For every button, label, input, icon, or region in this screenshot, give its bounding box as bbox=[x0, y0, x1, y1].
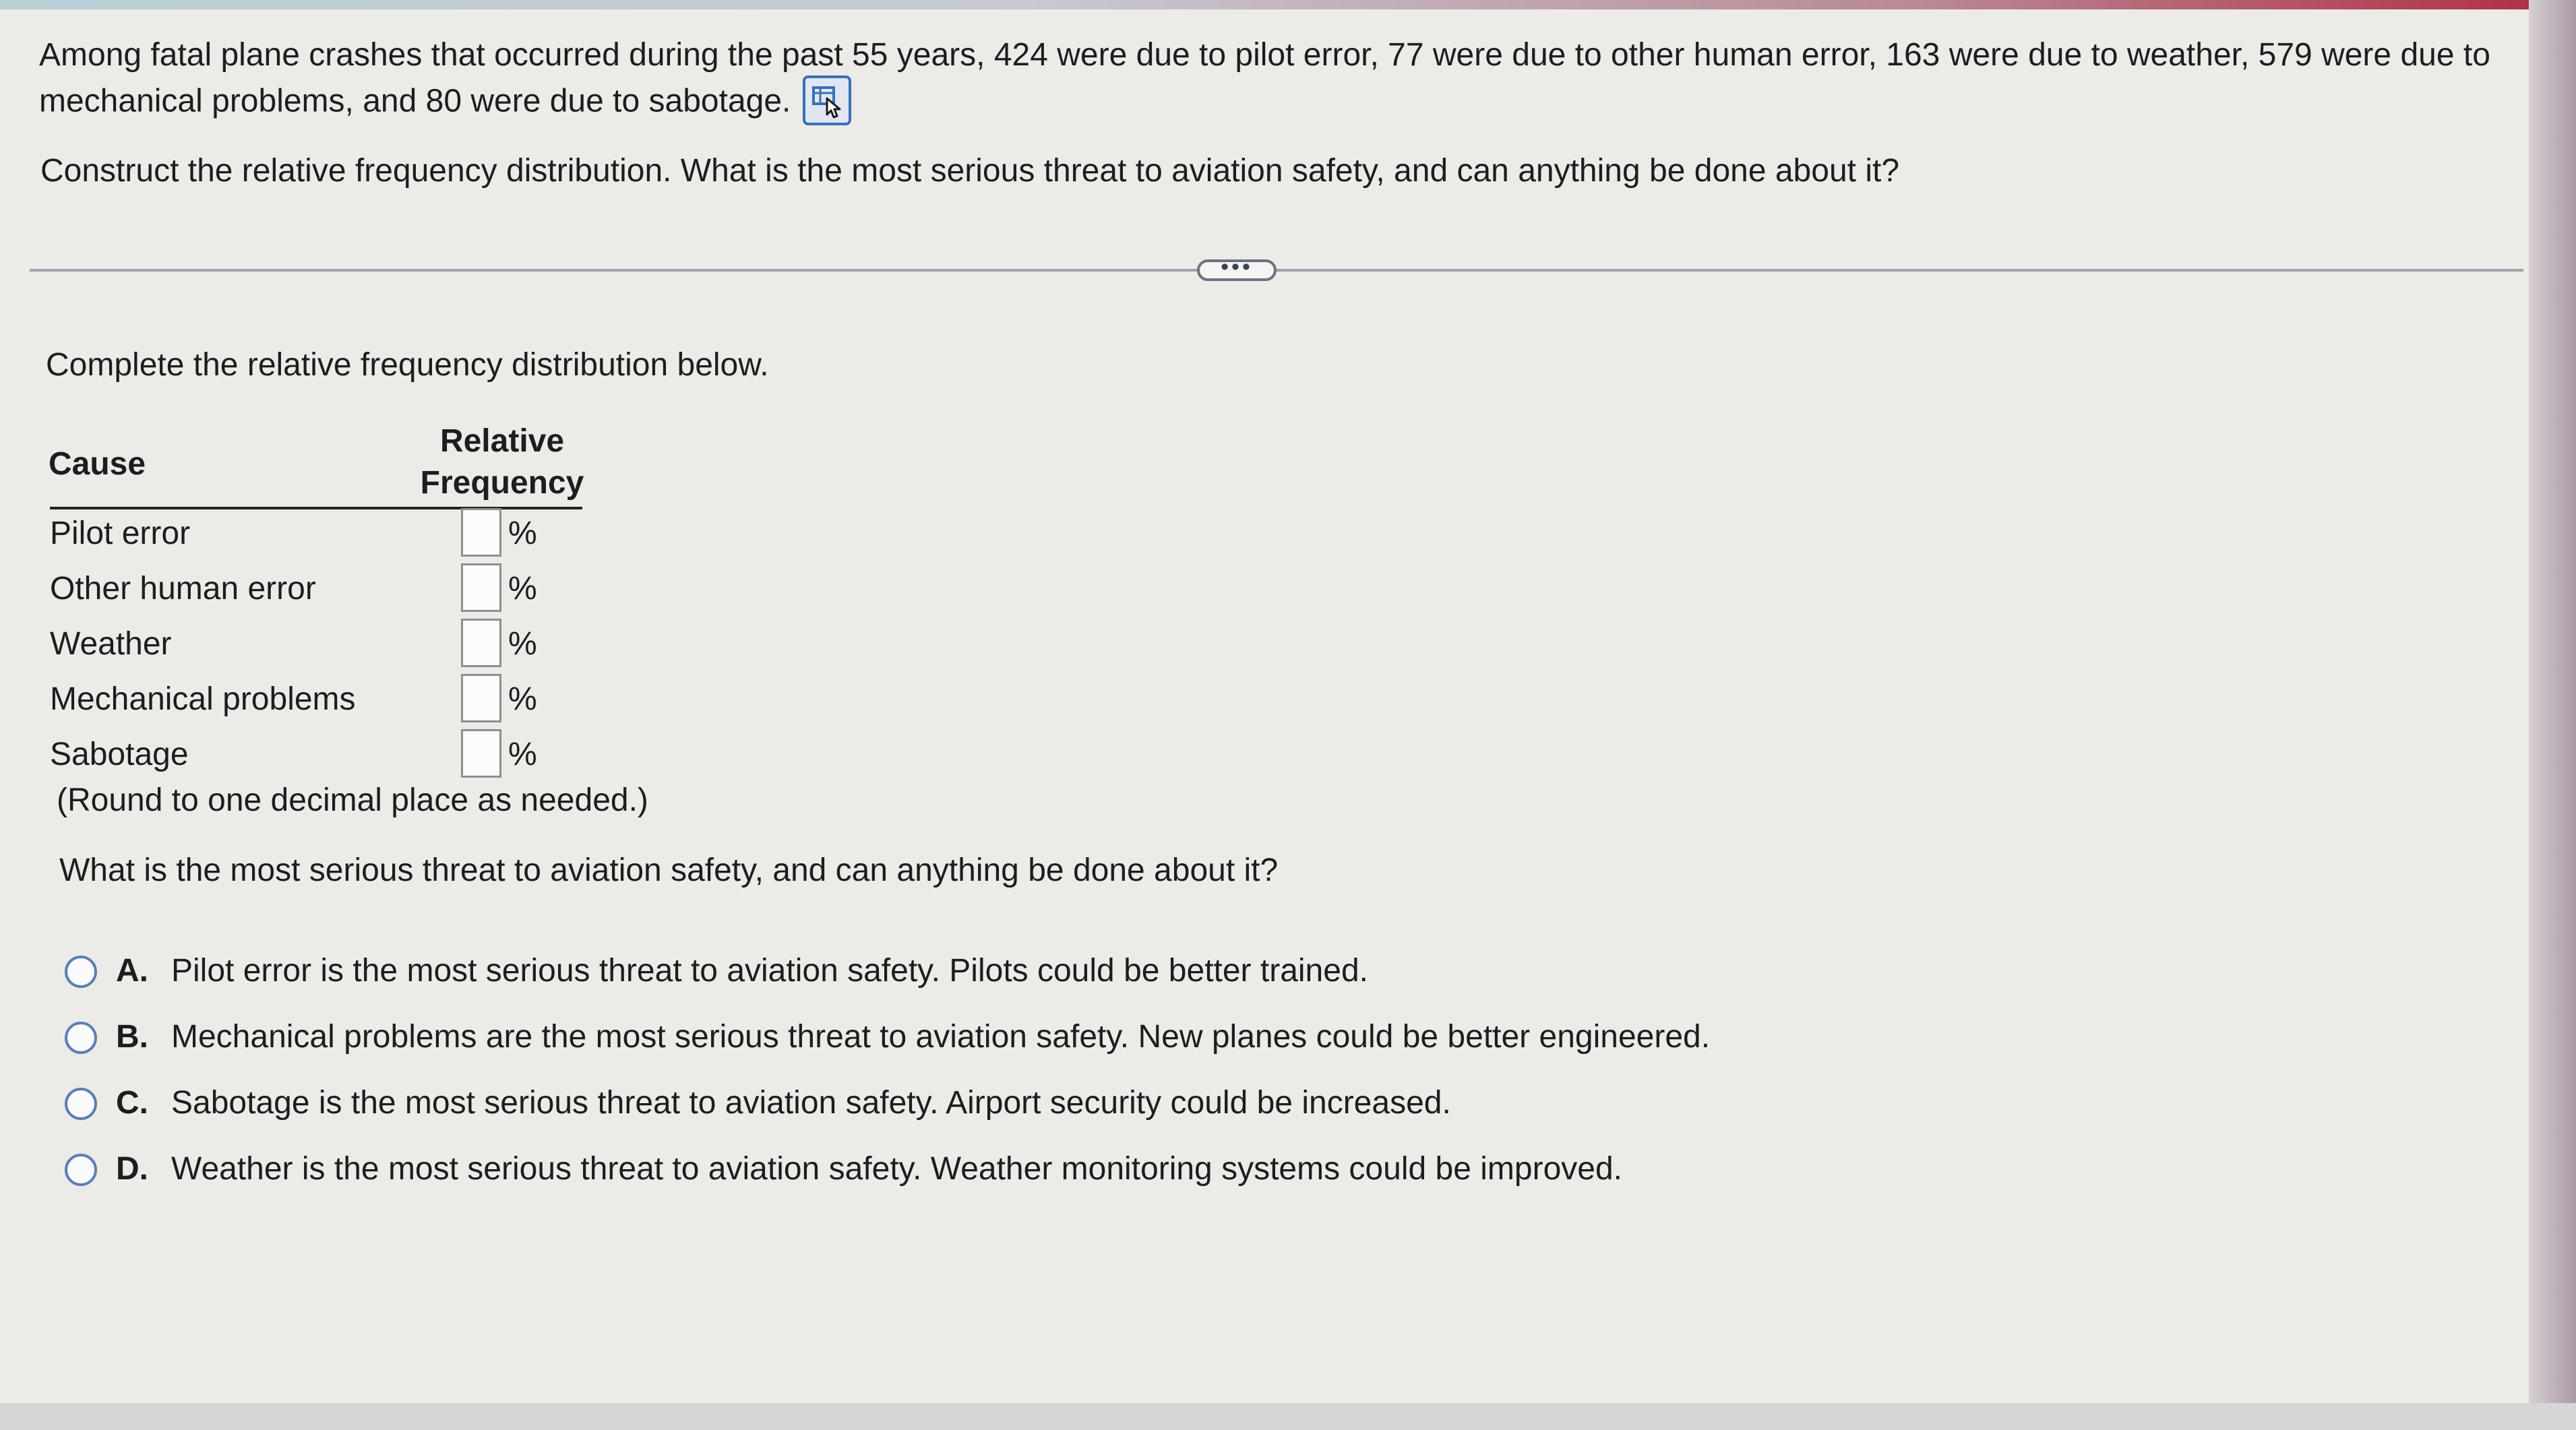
option-a[interactable] bbox=[65, 947, 2087, 995]
table-row bbox=[50, 673, 589, 726]
radio-button[interactable] bbox=[65, 1154, 97, 1186]
radio-button[interactable] bbox=[65, 956, 97, 988]
cause-label: Mechanical problems bbox=[50, 681, 356, 717]
option-letter: D. bbox=[116, 1151, 148, 1187]
percent-sign: % bbox=[508, 571, 537, 607]
percent-sign: % bbox=[508, 516, 537, 551]
header-cause: Cause bbox=[49, 446, 146, 482]
other-human-error-input[interactable] bbox=[461, 563, 501, 612]
percent-sign: % bbox=[508, 626, 537, 662]
option-letter: C. bbox=[116, 1085, 148, 1121]
option-text: Pilot error is the most serious threat to aviation safety. Pilots could be better trained. bbox=[171, 953, 1368, 989]
cause-label: Other human error bbox=[50, 571, 316, 607]
threat-question: What is the most serious threat to aviation safety, and can anything be done about it? bbox=[59, 852, 1279, 888]
table-row bbox=[50, 507, 589, 561]
option-d[interactable] bbox=[65, 1146, 2087, 1193]
window-bottom-edge bbox=[0, 1403, 2576, 1430]
option-text: Mechanical problems are the most serious threat to aviation safety. New planes could be better engineered. bbox=[171, 1019, 1711, 1055]
rounding-note: (Round to one decimal place as needed.) bbox=[57, 782, 648, 818]
option-letter: A. bbox=[116, 953, 148, 989]
cause-label: Pilot error bbox=[50, 516, 191, 551]
weather-input[interactable] bbox=[461, 619, 501, 667]
option-letter: B. bbox=[116, 1019, 148, 1055]
data-source-icon[interactable] bbox=[803, 75, 851, 125]
question-intro bbox=[39, 32, 2492, 128]
question-task: Construct the relative frequency distribution. What is the most serious threat to aviation safety, and can anything be done about it? bbox=[40, 153, 1900, 189]
percent-sign: % bbox=[508, 681, 537, 717]
table-row bbox=[50, 728, 589, 782]
option-text: Sabotage is the most serious threat to aviation safety. Airport security could be increased. bbox=[171, 1085, 1451, 1121]
part-instruction: Complete the relative frequency distribution below. bbox=[46, 347, 769, 383]
question-page bbox=[0, 9, 2529, 1403]
percent-sign: % bbox=[508, 737, 537, 772]
sabotage-input[interactable] bbox=[461, 729, 501, 778]
option-text: Weather is the most serious threat to aviation safety. Weather monitoring systems could be improved. bbox=[171, 1151, 1622, 1187]
cause-label: Weather bbox=[50, 626, 172, 662]
more-options-button[interactable]: ••• bbox=[1197, 259, 1277, 281]
window-right-edge bbox=[2529, 0, 2576, 1430]
section-divider bbox=[30, 269, 2523, 272]
header-relative-frequency bbox=[404, 421, 600, 504]
mechanical-problems-input[interactable] bbox=[461, 674, 501, 722]
option-b[interactable] bbox=[65, 1014, 2087, 1061]
cause-label: Sabotage bbox=[50, 737, 189, 772]
radio-button[interactable] bbox=[65, 1088, 97, 1120]
option-c[interactable] bbox=[65, 1080, 2087, 1127]
table-row bbox=[50, 562, 589, 616]
radio-button[interactable] bbox=[65, 1022, 97, 1054]
table-row bbox=[50, 617, 589, 671]
window-top-bar bbox=[0, 0, 2576, 9]
header-relative: Relative bbox=[439, 423, 565, 459]
question-intro-text: Among fatal plane crashes that occurred during the past 55 years, 424 were due to pilot error, 77 were due to other human error, 163 were due to weather, 579 were due to mechanical problems, and 80 were due to sabotage. bbox=[39, 37, 2490, 119]
header-frequency: Frequency bbox=[420, 465, 584, 501]
pilot-error-input[interactable] bbox=[461, 508, 501, 557]
